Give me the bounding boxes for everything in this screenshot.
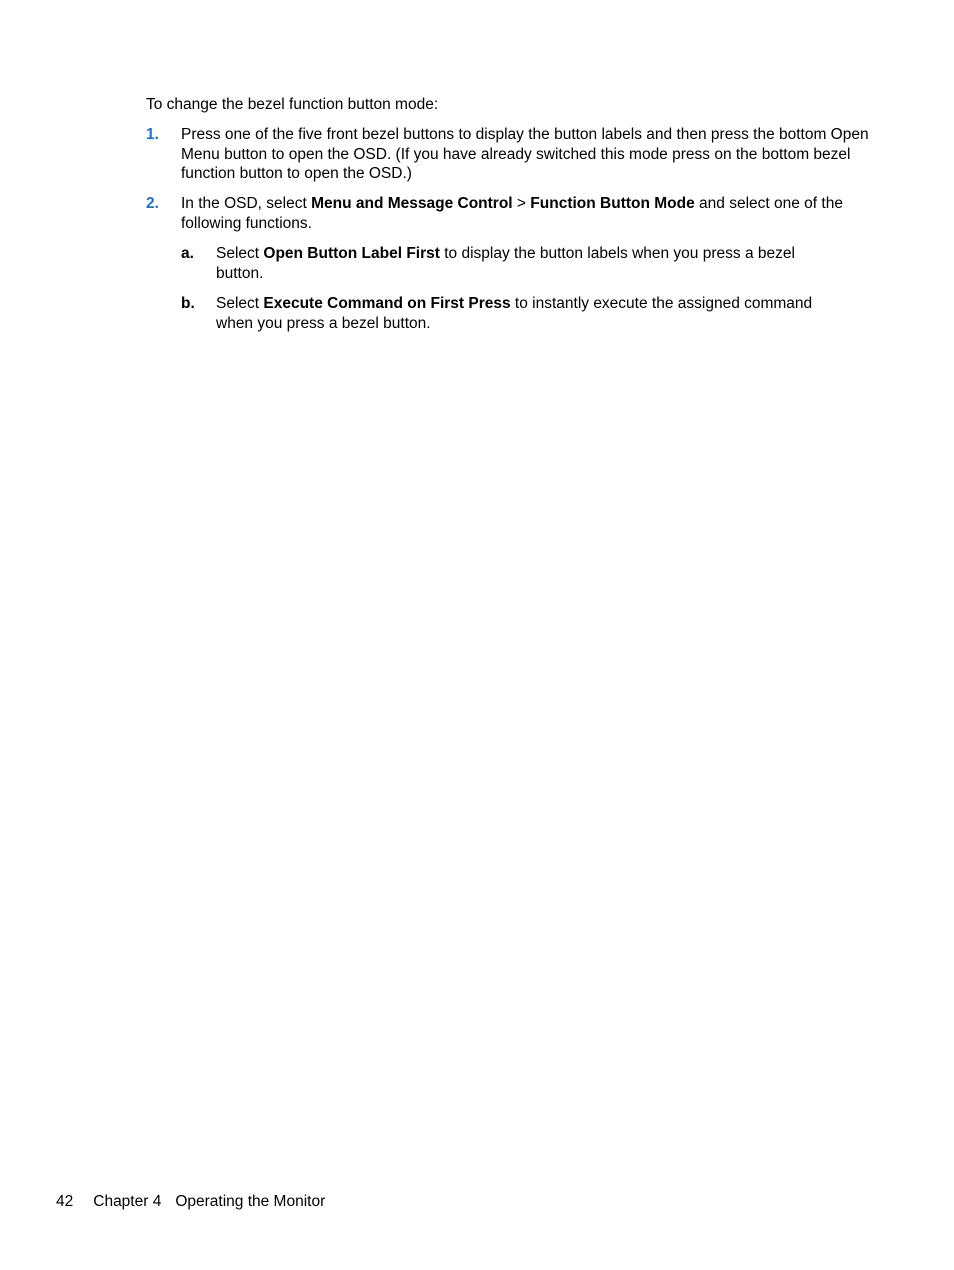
step-text: Press one of the five front bezel buttons to display the button labels and then press the bottom Open Menu button to open the OSD. (If you have already switched this mode press on the bottom bezel function button to open the OSD.): [181, 126, 869, 183]
step-text-pre: In the OSD, select: [181, 195, 312, 212]
substep-text: [216, 244, 841, 283]
step-number: 1.: [146, 126, 159, 143]
substep-letter: a.: [181, 245, 194, 262]
substep-a: [181, 244, 841, 283]
page-number: 42: [56, 1193, 74, 1210]
step-text-post: and select one of the following functions.: [181, 195, 843, 232]
substep-text-post: to instantly execute the assigned command when you press a bezel button.: [216, 295, 813, 332]
step-text: [181, 194, 870, 233]
substep-text-pre: Select: [216, 245, 264, 262]
step-number: 2.: [146, 195, 159, 212]
menu-path-item: Menu and Message Control: [311, 195, 513, 212]
substep-b: [181, 294, 841, 333]
substep-letter: b.: [181, 295, 195, 312]
step-1: [146, 125, 870, 184]
option-name: Open Button Label First: [263, 245, 440, 262]
menu-path-item: Function Button Mode: [530, 195, 695, 212]
step-2: [146, 194, 870, 233]
substep-text-post: to display the button labels when you press a bezel button.: [216, 245, 795, 282]
option-name: Execute Command on First Press: [263, 295, 511, 312]
chapter-title: Operating the Monitor: [175, 1193, 326, 1210]
page-footer: [56, 1192, 325, 1212]
intro-paragraph: To change the bezel function button mode:: [146, 96, 439, 113]
menu-path-separator: >: [512, 195, 531, 212]
substep-text-pre: Select: [216, 295, 264, 312]
substep-text: [216, 294, 841, 333]
chapter-label: Chapter 4: [93, 1193, 162, 1210]
